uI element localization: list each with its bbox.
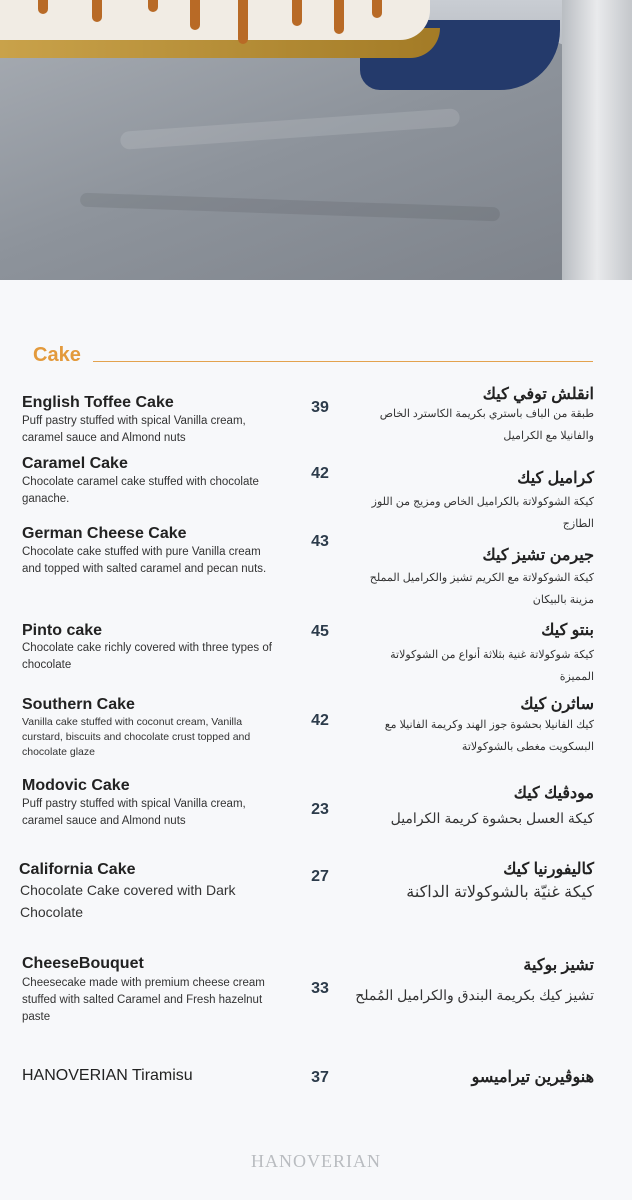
item-price: 45: [311, 623, 329, 640]
item-name: HANOVERIAN Tiramisu: [22, 1067, 193, 1084]
item-description-arabic: طبقة من الباف باستري بكريمة الكاسترد الخاص والفانيلا مع الكراميل: [379, 408, 594, 442]
item-name: English Toffee Cake: [22, 394, 174, 411]
item-description: Puff pastry stuffed with spical Vanilla cream, caramel sauce and Almond nuts: [22, 415, 246, 444]
item-name-arabic: بنتو كيك: [541, 622, 594, 639]
item-price: 27: [311, 868, 329, 885]
item-name-arabic: مودڤيك كيك: [513, 785, 594, 802]
item-name-arabic: ساثرن كيك: [520, 696, 594, 713]
item-description: Cheesecake made with premium cheese cream stuffed with salted Caramel and Fresh hazelnut paste: [22, 977, 265, 1023]
item-name-arabic: جيرمن تشيز كيك: [482, 547, 594, 564]
item-name: German Cheese Cake: [22, 525, 187, 542]
item-description: Chocolate cake stuffed with pure Vanilla cream and topped with salted caramel and pecan nuts.: [22, 546, 267, 575]
item-description: Puff pastry stuffed with spical Vanilla cream, caramel sauce and Almond nuts: [22, 798, 246, 827]
item-name: Pinto cake: [22, 622, 103, 639]
item-description-arabic: كيكة شوكولاتة غنية بثلاثة أنواع من الشوكولاتة المميزة: [390, 649, 594, 683]
brand-footer: HANOVERIAN: [251, 1151, 381, 1171]
item-name: Modovic Cake: [22, 777, 130, 794]
section-title: Cake: [33, 344, 81, 366]
item-description: Chocolate cake richly covered with three types of chocolate: [22, 642, 272, 671]
item-name-arabic: تشيز بوكية: [523, 957, 594, 974]
item-description-arabic: كيكة غنيّة بالشوكولاتة الداكنة: [406, 884, 594, 901]
item-description-arabic: كيك الفانيلا بحشوة جوز الهند وكريمة الفانيلا مع البسكويت مغطى بالشوكولاتة: [384, 719, 594, 753]
item-price: 42: [311, 712, 329, 729]
hero-photo: [0, 0, 632, 280]
item-description-arabic: كيكة الشوكولاتة مع الكريم تشيز والكراميل المملح مزينة بالبيكان: [369, 572, 594, 606]
item-name: California Cake: [19, 861, 136, 878]
item-name: Southern Cake: [22, 696, 135, 713]
item-description-arabic: كيكة الشوكولاتة بالكراميل الخاص ومزيج من اللوز الطازج: [371, 496, 594, 530]
cake-shape: [0, 0, 430, 40]
item-description: Vanilla cake stuffed with coconut cream, Vanilla curstard, biscuits and chocolate crust topped and chocolate glaze: [22, 716, 251, 758]
item-name-arabic: كراميل كيك: [517, 470, 594, 487]
item-price: 43: [311, 533, 329, 550]
item-description-arabic: تشيز كيك بكريمة البندق والكراميل المُملح: [355, 987, 594, 1003]
item-name-arabic: كاليفورنيا كيك: [503, 861, 594, 878]
item-price: 39: [311, 399, 329, 416]
item-name-arabic: انقلش توفي كيك: [482, 386, 594, 403]
item-name: CheeseBouquet: [22, 955, 144, 972]
item-description-arabic: كيكة العسل بحشوة كريمة الكراميل: [390, 810, 594, 826]
section-divider: [93, 361, 593, 362]
item-description: Chocolate Cake covered with Dark Chocolate: [20, 882, 236, 920]
item-price: 23: [311, 801, 329, 818]
item-price: 37: [311, 1069, 329, 1086]
item-description: Chocolate caramel cake stuffed with chocolate ganache.: [22, 476, 259, 505]
wall-shape: [562, 0, 632, 280]
item-name-arabic: هنوڤيرين تيراميسو: [471, 1069, 594, 1086]
item-price: 33: [311, 980, 329, 997]
item-name: Caramel Cake: [22, 455, 128, 472]
item-price: 42: [311, 465, 329, 482]
